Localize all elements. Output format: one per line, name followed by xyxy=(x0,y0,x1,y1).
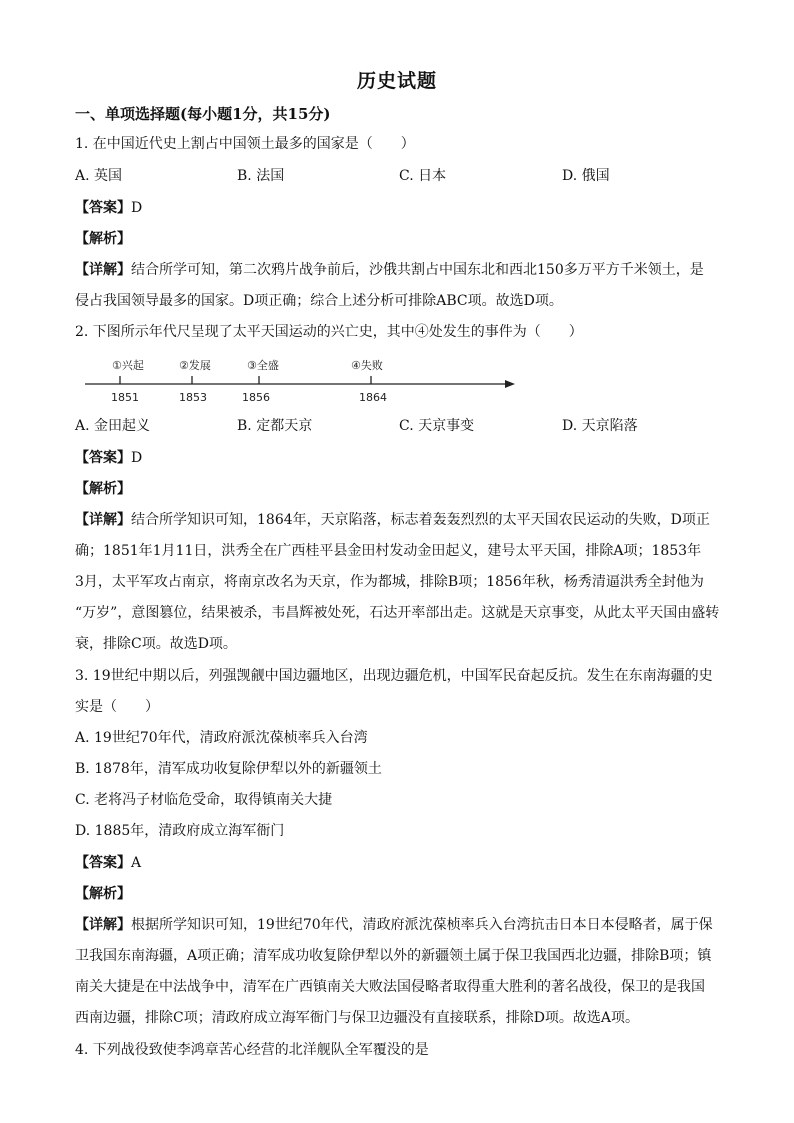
answer-value: A xyxy=(131,855,142,871)
answer-label: 【答案】 xyxy=(75,200,131,216)
answer-line xyxy=(75,198,725,218)
detail-label: 【详解】 xyxy=(75,262,131,278)
option-c: C. 日本 xyxy=(399,168,447,184)
timeline-year: 1864 xyxy=(359,391,387,404)
option-b: B. 法国 xyxy=(237,168,285,184)
option-a: A. 19世纪70年代，清政府派沈葆桢率兵入台湾 xyxy=(75,730,368,746)
detail-text: 卫我国东南海疆，A项正确；清军成功收复除伊犁以外的新疆领土属于保卫我国西北边疆，排除B项；镇 xyxy=(75,948,712,964)
question-3-stem: 3. 19世纪中期以后，列强觊觎中国边疆地区，出现边疆危机，中国军民奋起反抗。发生在东南海疆的史 xyxy=(75,668,713,684)
timeline-event: ④失败 xyxy=(351,359,383,372)
option-a: A. 英国 xyxy=(75,168,123,184)
timeline-year: 1851 xyxy=(111,391,139,404)
detail-line xyxy=(75,510,725,530)
timeline-diagram xyxy=(75,356,535,406)
question-1-stem: 1. 在中国近代史上割占中国领土最多的国家是（ ） xyxy=(75,136,415,152)
timeline-point-4 xyxy=(351,358,387,404)
option-d: D. 俄国 xyxy=(562,168,610,184)
detail-line xyxy=(75,915,725,935)
question-3-stem: 实是（ ） xyxy=(75,699,159,715)
timeline-event: ③全盛 xyxy=(247,359,279,372)
question-4-stem: 4. 下列战役致使李鸿章苦心经营的北洋舰队全军覆没的是 xyxy=(75,1042,429,1058)
option-d: D. 1885年，清政府成立海军衙门 xyxy=(75,823,285,839)
timeline-year: 1856 xyxy=(242,391,270,404)
answer-line xyxy=(75,853,725,873)
detail-label: 【详解】 xyxy=(75,917,131,933)
option-a: A. 金田起义 xyxy=(75,418,151,434)
timeline-point-3 xyxy=(242,358,279,404)
detail-text: 南关大捷是在中法战争中，清军在广西镇南关大败法国侵略者取得重大胜利的著名战役，保卫的是我国 xyxy=(75,979,705,995)
option-b: B. 1878年，清军成功收复除伊犁以外的新疆领土 xyxy=(75,761,382,777)
answer-line xyxy=(75,448,725,468)
answer-value: D xyxy=(131,450,143,466)
option-b: B. 定都天京 xyxy=(237,418,313,434)
option-c: C. 天京事变 xyxy=(399,418,475,434)
timeline-point-2 xyxy=(179,358,211,404)
timeline-arrow xyxy=(505,380,515,388)
detail-text: 衰，排除C项。故选D项。 xyxy=(75,636,237,652)
detail-text: 侵占我国领导最多的国家。D项正确；综合上述分析可排除ABC项。故选D项。 xyxy=(75,293,563,309)
detail-line xyxy=(75,260,725,280)
detail-label: 【详解】 xyxy=(75,512,131,528)
detail-text: 3月，太平军攻占南京，将南京改名为天京，作为都城，排除B项；1856年秋，杨秀清逼洪秀全封他为 xyxy=(75,574,704,590)
detail-text: 确；1851年1月11日，洪秀全在广西桂平县金田村发动金田起义，建号太平天国，排除A项；1853年 xyxy=(75,543,702,559)
timeline-point-1 xyxy=(111,358,144,404)
timeline-event: ②发展 xyxy=(179,359,211,372)
answer-label: 【答案】 xyxy=(75,855,131,871)
detail-text: “万岁”，意图篡位，结果被杀，韦昌辉被处死，石达开率部出走。这就是天京事变，从此太平天国由盛转 xyxy=(75,605,720,621)
option-d: D. 天京陷落 xyxy=(562,418,638,434)
page-title: 历史试题 xyxy=(356,70,437,92)
detail-text: 西南边疆，排除C项；清政府成立海军衙门与保卫边疆没有直接联系，排除D项。故选A项。 xyxy=(75,1010,640,1026)
timeline-event: ①兴起 xyxy=(112,359,144,372)
timeline-year: 1853 xyxy=(179,391,207,404)
answer-value: D xyxy=(131,200,143,216)
option-c: C. 老将冯子材临危受命，取得镇南关大捷 xyxy=(75,792,333,808)
analysis-label: 【解析】 xyxy=(75,886,131,902)
answer-label: 【答案】 xyxy=(75,450,131,466)
question-2-stem: 2. 下图所示年代尺呈现了太平天国运动的兴亡史，其中④处发生的事件为（ ） xyxy=(75,324,583,340)
section-heading: 一、单项选择题(每小题1分，共15分) xyxy=(75,105,331,123)
analysis-label: 【解析】 xyxy=(75,231,131,247)
detail-text: 结合所学知识可知，1864年，天京陷落，标志着轰轰烈烈的太平天国农民运动的失败，D项正 xyxy=(131,512,710,528)
detail-text: 结合所学可知，第二次鸦片战争前后，沙俄共割占中国东北和西北150多万平方千米领土，是 xyxy=(131,262,704,278)
detail-text: 根据所学知识可知，19世纪70年代，清政府派沈葆桢率兵入台湾抗击日本日本侵略者，属于保 xyxy=(131,917,713,933)
analysis-label: 【解析】 xyxy=(75,481,131,497)
